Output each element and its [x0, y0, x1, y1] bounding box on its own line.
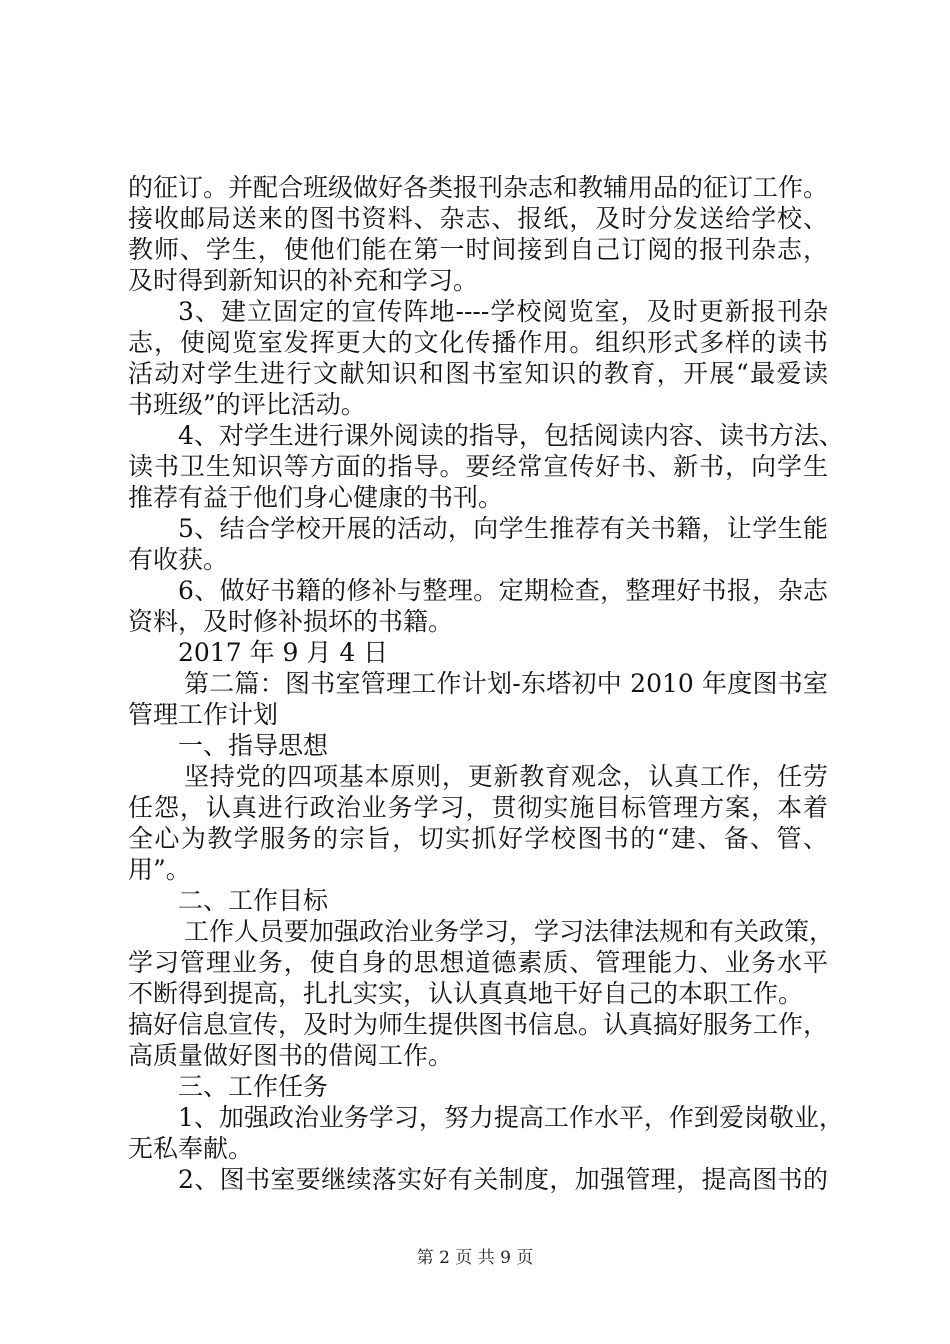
text-line: 的征订。并配合班级做好各类报刊杂志和教辅用品的征订工作。	[128, 173, 829, 202]
text-line: 工作人员要加强政治业务学习，学习法律法规和有关政策，	[184, 917, 835, 946]
text-line: 接收邮局送来的图书资料、杂志、报纸，及时分发送给学校、	[128, 204, 828, 233]
text-line: 有收获。	[128, 545, 229, 574]
text-line: 活动对学生进行文献知识和图书室知识的教育，开展“最爱读	[128, 359, 828, 388]
text-line: 任怨，认真进行政治业务学习，贯彻实施目标管理方案，本着	[128, 793, 828, 822]
text-line: 不断得到提高，扎扎实实，认认真真地干好自己的本职工作。	[128, 979, 804, 1008]
text-line: 无私奉献。	[128, 1134, 254, 1163]
text-line: 3、建立固定的宣传阵地----学校阅览室，及时更新报刊杂	[178, 297, 828, 326]
text-line: 搞好信息宣传，及时为师生提供图书信息。认真搞好服务工作，	[128, 1010, 829, 1039]
text-line: 4、对学生进行课外阅读的指导，包括阅读内容、读书方法、	[178, 421, 844, 450]
text-line: 资料，及时修补损坏的书籍。	[128, 607, 454, 636]
text-line: 三、工作任务	[178, 1072, 329, 1101]
text-line: 志，使阅览室发挥更大的文化传播作用。组织形式多样的读书	[128, 328, 828, 357]
text-line: 坚持党的四项基本原则，更新教育观念，认真工作，任劳	[184, 762, 828, 791]
text-line: 教师、学生，使他们能在第一时间接到自己订阅的报刊杂志，	[128, 235, 828, 264]
text-line: 推荐有益于他们身心健康的书刊。	[128, 483, 504, 512]
document-body	[128, 172, 844, 1195]
text-line: 6、做好书籍的修补与整理。定期检查，整理好书报，杂志	[178, 576, 828, 605]
text-line: 学习管理业务，使自身的思想道德素质、管理能力、业务水平	[128, 948, 828, 977]
text-line: 1、加强政治业务学习，努力提高工作水平，作到爱岗敬业，	[178, 1103, 844, 1132]
text-line: 一、指导思想	[178, 731, 329, 760]
page-number-footer: 第 2 页 共 9 页	[416, 1248, 534, 1268]
text-line: 全心为教学服务的宗旨，切实抓好学校图书的“建、备、管、	[128, 824, 828, 853]
text-line: 读书卫生知识等方面的指导。要经常宣传好书、新书，向学生	[128, 452, 828, 481]
text-line: 高质量做好图书的借阅工作。	[128, 1041, 454, 1070]
text-line: 及时得到新知识的补充和学习。	[128, 266, 479, 295]
text-line: 用”。	[128, 855, 191, 884]
text-line: 二、工作目标	[178, 886, 329, 915]
text-line: 5、结合学校开展的活动，向学生推荐有关书籍，让学生能	[178, 514, 828, 543]
text-line: 2、图书室要继续落实好有关制度，加强管理，提高图书的	[178, 1165, 828, 1194]
text-line: 管理工作计划	[128, 700, 279, 729]
text-line: 第二篇：图书室管理工作计划-东塔初中 2010 年度图书室	[184, 669, 828, 698]
text-line: 2017 年 9 月 4 日	[178, 638, 389, 667]
text-line: 书班级”的评比活动。	[128, 390, 366, 419]
